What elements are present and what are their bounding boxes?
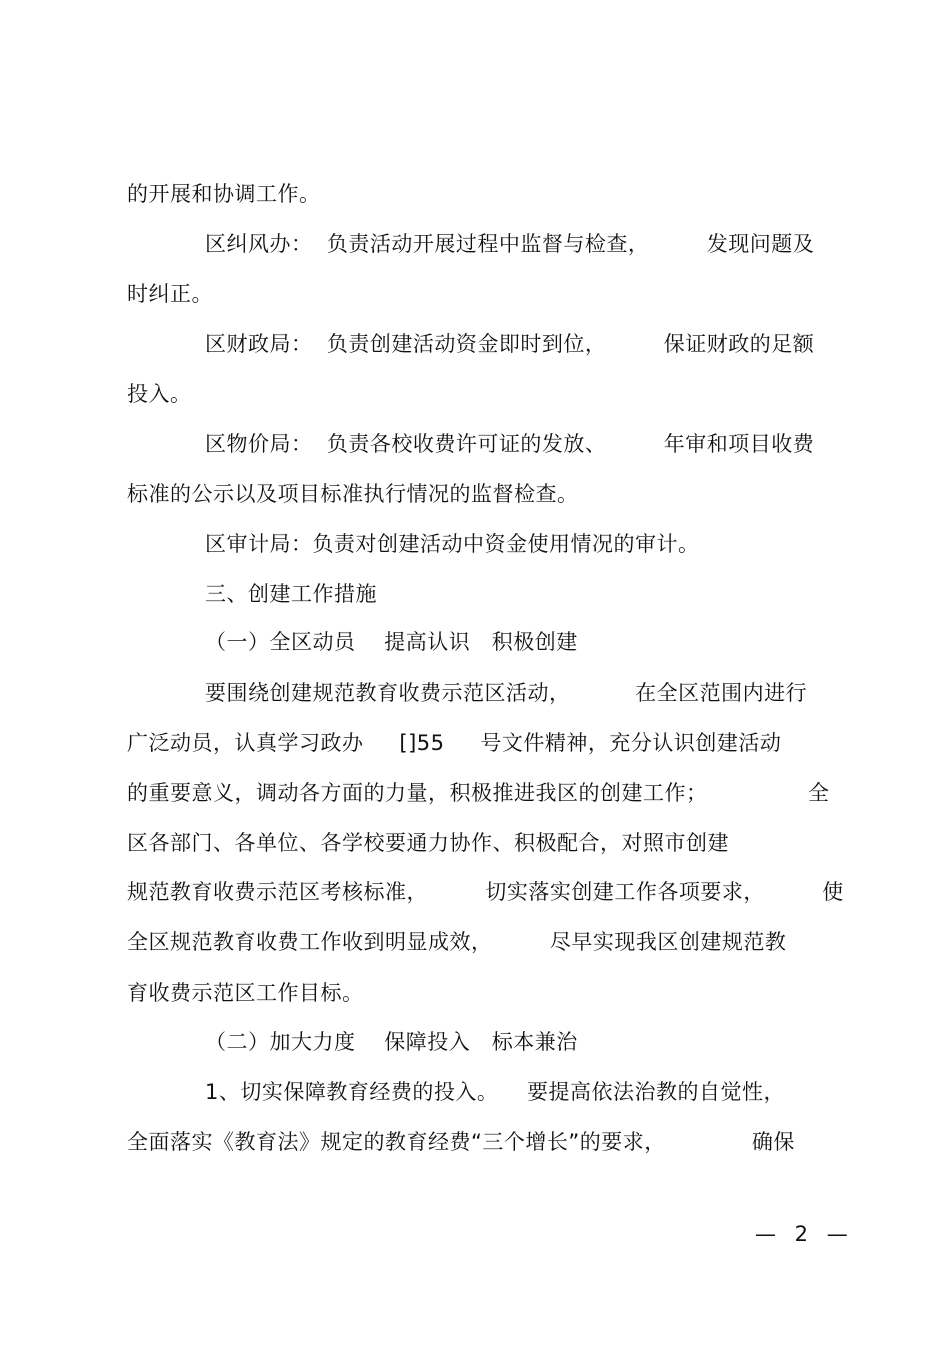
text-line: 区物价局： 负责各校收费许可证的发放、 年审和项目收费 <box>205 432 815 456</box>
subsection-heading: （二）加大力度 保障投入 标本兼治 <box>205 1030 578 1054</box>
page-number: — 2 — <box>755 1222 854 1246</box>
text-line: 区审计局：负责对创建活动中资金使用情况的审计。 <box>205 532 700 556</box>
section-heading: 三、创建工作措施 <box>205 582 377 606</box>
text-line: 的开展和协调工作。 <box>127 182 321 206</box>
text-line: 区纠风办： 负责活动开展过程中监督与检查， 发现问题及 <box>205 232 815 256</box>
text-line: 全区规范教育收费工作收到明显成效， 尽早实现我区创建规范教 <box>127 930 787 954</box>
text-line: 规范教育收费示范区考核标准， 切实落实创建工作各项要求， 使 <box>127 880 844 904</box>
text-line: 全面落实《教育法》规定的教育经费“三个增长”的要求， 确保 <box>127 1130 795 1154</box>
text-line: 时纠正。 <box>127 282 213 306</box>
text-line: 投入。 <box>127 382 192 406</box>
subsection-heading: （一）全区动员 提高认识 积极创建 <box>205 630 578 654</box>
text-line: 区各部门、各单位、各学校要通力协作、积极配合，对照市创建 <box>127 831 729 855</box>
text-line: 的重要意义，调动各方面的力量，积极推进我区的创建工作； 全 <box>127 781 830 805</box>
text-line: 广泛动员，认真学习政办 []55 号文件精神，充分认识创建活动 <box>127 731 782 755</box>
text-line: 标准的公示以及项目标准执行情况的监督检查。 <box>127 482 579 506</box>
text-line: 育收费示范区工作目标。 <box>127 981 364 1005</box>
text-line: 区财政局： 负责创建活动资金即时到位， 保证财政的足额 <box>205 332 815 356</box>
text-line: 要围绕创建规范教育收费示范区活动， 在全区范围内进行 <box>205 681 808 705</box>
text-line: 1、切实保障教育经费的投入。 要提高依法治教的自觉性， <box>205 1080 786 1104</box>
